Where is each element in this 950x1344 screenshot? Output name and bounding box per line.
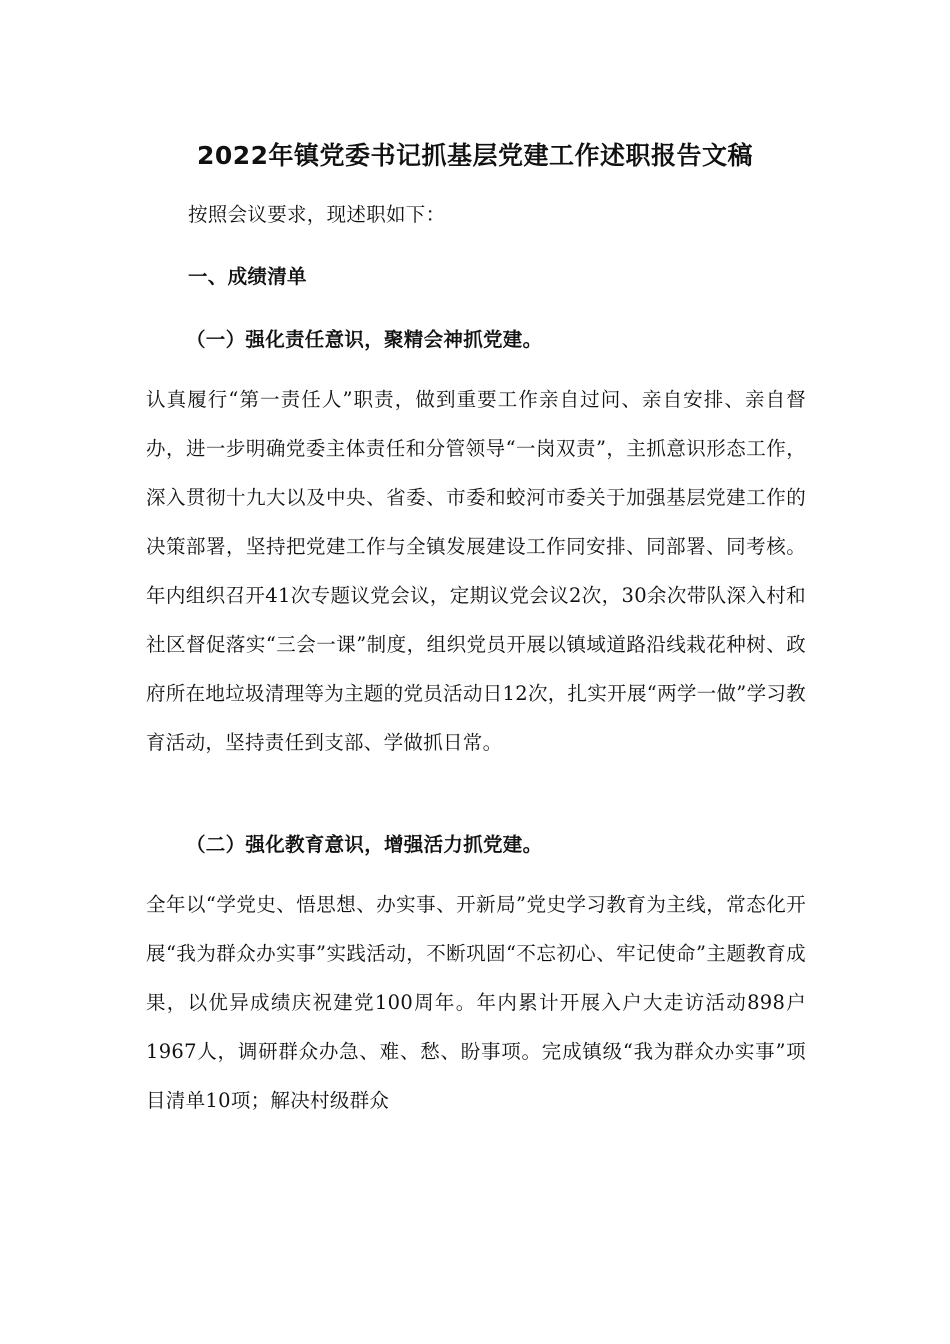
subsection-heading-responsibility: （一）强化责任意识，聚精会神抓党建。 xyxy=(186,328,543,351)
intro-paragraph: 按照会议要求，现述职如下： xyxy=(188,203,446,226)
document-title: 2022年镇党委书记抓基层党建工作述职报告文稿 xyxy=(196,141,754,170)
subsection-heading-education: （二）强化教育意识，增强活力抓党建。 xyxy=(186,833,543,856)
section-heading-achievements: 一、成绩清单 xyxy=(188,265,307,288)
subsection-body-responsibility: 认真履行“第一责任人”职责，做到重要工作亲自过问、亲自安排、亲自督办，进一步明确党委主体责任和分管领导“一岗双责”，主抓意识形态工作，深入贯彻十九大以及中央、省委、市委和蛟河市委关于加强基层党建工作的决策部署，坚持把党建工作与全镇发展建设工作同安排、同部署、同考核。年内组织召开41次专题议党会议，定期议党会议2次，30余次带队深入村和社区督促落实“三会一课”制度，组织党员开展以镇域道路沿线栽花种树、政府所在地垃圾清理等为主题的党员活动日12次，扎实开展“两学一做”学习教育活动，坚持责任到支部、学做抓日常。 xyxy=(146,388,806,754)
subsection-body-education: 全年以“学党史、悟思想、办实事、开新局”党史学习教育为主线，常态化开展“我为群众办实事”实践活动，不断巩固“不忘初心、牢记使命”主题教育成果，以优异成绩庆祝建党100周年。年内累计开展入户大走访活动898户1967人，调研群众办急、难、愁、盼事项。完成镇级“我为群众办实事”项目清单10项；解决村级群众 xyxy=(146,893,806,1112)
